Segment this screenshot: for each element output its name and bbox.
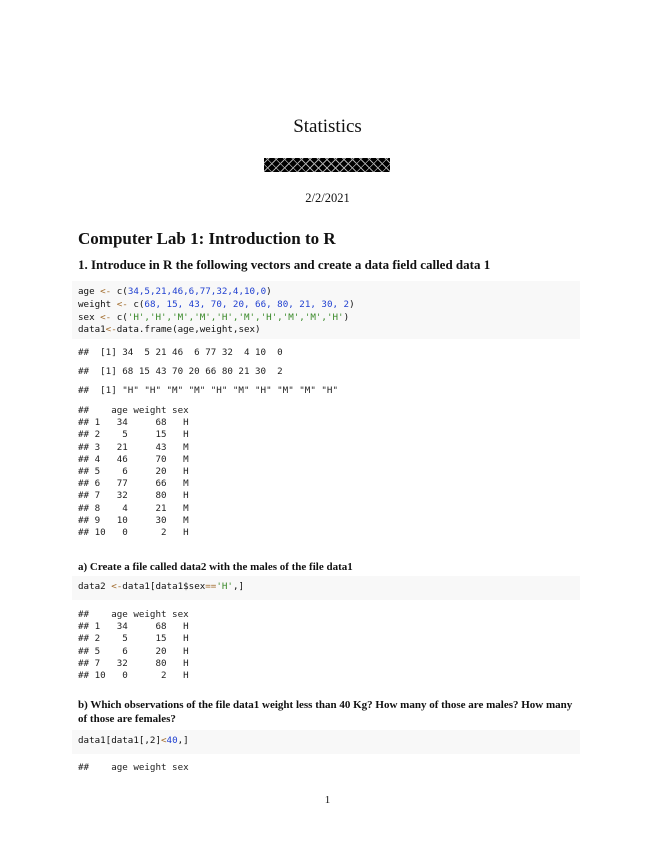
question-b: b) Which observations of the file data1 weight less than 40 Kg? How many of those are males? How many of those are females? <box>78 699 573 725</box>
output-age: ## [1] 34 5 21 46 6 77 32 4 10 0 <box>78 347 283 358</box>
code-block-filter: data1[data1[,2]<40,] <box>72 730 580 754</box>
page-number: 1 <box>324 794 331 806</box>
output-weight: ## [1] 68 15 43 70 20 66 80 21 30 2 <box>78 366 283 377</box>
subsection-heading: 1. Introduce in R the following vectors and create a data field called data 1 <box>78 257 491 272</box>
output-filter-table: ## age weight sex <box>78 762 189 773</box>
output-data1-table: ## age weight sex ## 1 34 68 H ## 2 5 15 H ## 3 21 43 M ## 4 46 70 M ## 5 6 20 H ## 6 77 66 M ## 7 32 80 H ## 8 4 21 M ## 9 10 30 M ## 10 0 2 H <box>78 405 189 539</box>
output-data2-table: ## age weight sex ## 1 34 68 H ## 2 5 15 H ## 5 6 20 H ## 7 32 80 H ## 10 0 2 H <box>78 609 189 682</box>
question-a: a) Create a file called data2 with the males of the file data1 <box>78 561 353 573</box>
document-title: Statistics <box>293 116 362 137</box>
section-heading: Computer Lab 1: Introduction to R <box>78 229 336 248</box>
code-block-data2: data2 <-data1[data1$sex=='H',] <box>72 576 580 600</box>
output-sex: ## [1] "H" "H" "M" "M" "H" "M" "H" "M" "M" "H" <box>78 385 338 396</box>
document-date: 2/2/2021 <box>305 191 350 205</box>
code-block-vectors: age <- c(34,5,21,46,6,77,32,4,10,0) weight <- c(68, 15, 43, 70, 20, 66, 80, 21, 30, 2) sex <- c('H','H','M','M','H','M','H','M','M','H') data1<-data.frame(age,weight,sex) <box>72 281 580 339</box>
redacted-author <box>264 158 390 172</box>
